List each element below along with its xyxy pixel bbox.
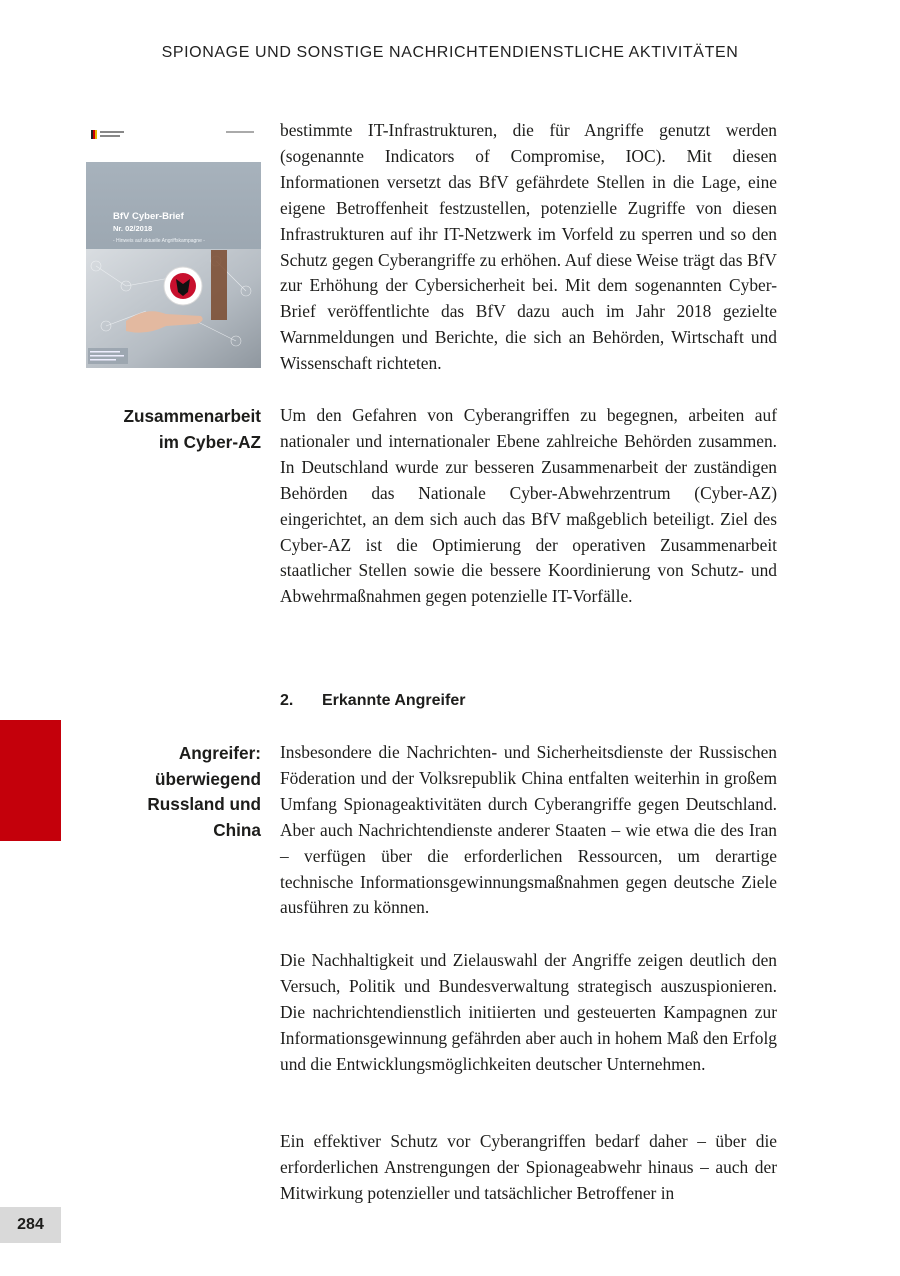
margin-label-cyber-az [61,404,261,455]
paragraph-text: Um den Gefahren von Cyberangriffen zu begegnen, arbeiten auf nationaler und internationaler Ebene zahlreiche Behörden zusammen. In Deutschland wurde zur besseren Zusammenarbeit der zuständigen Behörden das Nationale Cyber-Abwehrzentrum (Cyber-AZ) eingerichtet, an dem sich auch das BfV maßgeblich beteiligt. Ziel des Cyber-AZ ist die Optimierung der operativen Zusammenarbeit staatlicher Stellen sowie die bessere Koordinierung von Schutz- und Abwehrmaßnahmen gegen potenzielle IT-Vorfälle. [280,405,777,607]
margin-label-line: China [213,819,261,840]
running-head: SPIONAGE UND SONSTIGE NACHRICHTENDIENSTLICHE AKTIVITÄTEN [161,44,739,61]
section-title: Erkannte Angreifer [322,692,466,709]
paragraph-text: Die Nachhaltigkeit und Zielauswahl der Angriffe zeigen deutlich den Versuch, Politik und Bundesverwaltung strategisch auszuspionieren. Die nachrichtendienstlich initiierten und gesteuerten Kampagnen zur Informationsgewinnung gefährden aber auch in hohem Maß den Erfolg und die Entwicklungsmöglichkeiten deutscher Unternehmen. [280,950,777,1074]
cover-title: BfV Cyber-Brief [113,211,184,222]
paragraph-text: bestimmte IT-Infrastrukturen, die für Angriffe genutzt werden (sogenannte Indicators of Compromise, IOC). Mit diesen Informationen versetzt das BfV gefährdete Stellen in die Lage, eine eigene Betroffenheit festzustellen, potenzielle Zugriffe von diesen Infrastrukturen auf ihr IT-Netzwerk im Vorfeld zu sperren und so den Schutz gegen Cyberangriffe zu erhöhen. Auf diese Weise trägt das BfV zur Erhöhung der Cybersicherheit bei. Mit dem sogenannten Cyber-Brief veröffentlichte das BfV dazu auch im Jahr 2018 gezielte Warnmeldungen und Berichte, die sich an Behörden, Wirtschaft und Wissenschaft richteten. [280,120,777,374]
paragraph-schutz [280,1129,777,1207]
margin-label-line: im Cyber-AZ [158,431,261,452]
paragraph-text: Ein effektiver Schutz vor Cyberangriffen bedarf daher – über die erforderlichen Anstrengungen der Spionageabwehr hinaus – auch der Mitwirkung potenzieller und tatsächlicher Betroffener in [280,1131,777,1203]
paragraph-cyber-az [280,403,777,610]
margin-label-line: Zusammenarbeit [123,406,261,426]
paragraph-text: Insbesondere die Nachrichten- und Sicherheitsdienste der Russischen Föderation und der Volksrepublik China entfalten weiterhin in großem Umfang Spionageaktivitäten durch Cyberangriffe gegen Deutschland. Aber auch Nachrichtendienste anderer Staaten – wie etwa die des Iran – verfügen über die erforderlichen Ressourcen, um derartige technische Informationsgewinnungsmaßnahmen gegen deutsche Ziele ausführen zu können. [280,742,777,918]
paragraph-nachhaltigkeit [280,948,777,1078]
margin-label-angreifer [61,741,261,843]
cover-issue: Nr. 02/2018 [113,224,153,233]
margin-label-line: Russland und [147,794,261,814]
paragraph-angreifer [280,740,777,921]
margin-label-line: Angreifer: [178,743,261,763]
page-number-text: 284 [17,1216,44,1233]
section-number: 2. [280,692,294,709]
paragraph-cyber-brief [280,118,777,377]
chapter-tab-marker [0,720,61,841]
margin-label-line: überwiegend [154,768,261,789]
page-number [0,1207,61,1243]
cover-subtitle: - Hinweis auf aktuelle Angriffskampagne - [113,238,205,244]
cyber-brief-cover-image [86,126,261,368]
section-heading [280,692,465,710]
